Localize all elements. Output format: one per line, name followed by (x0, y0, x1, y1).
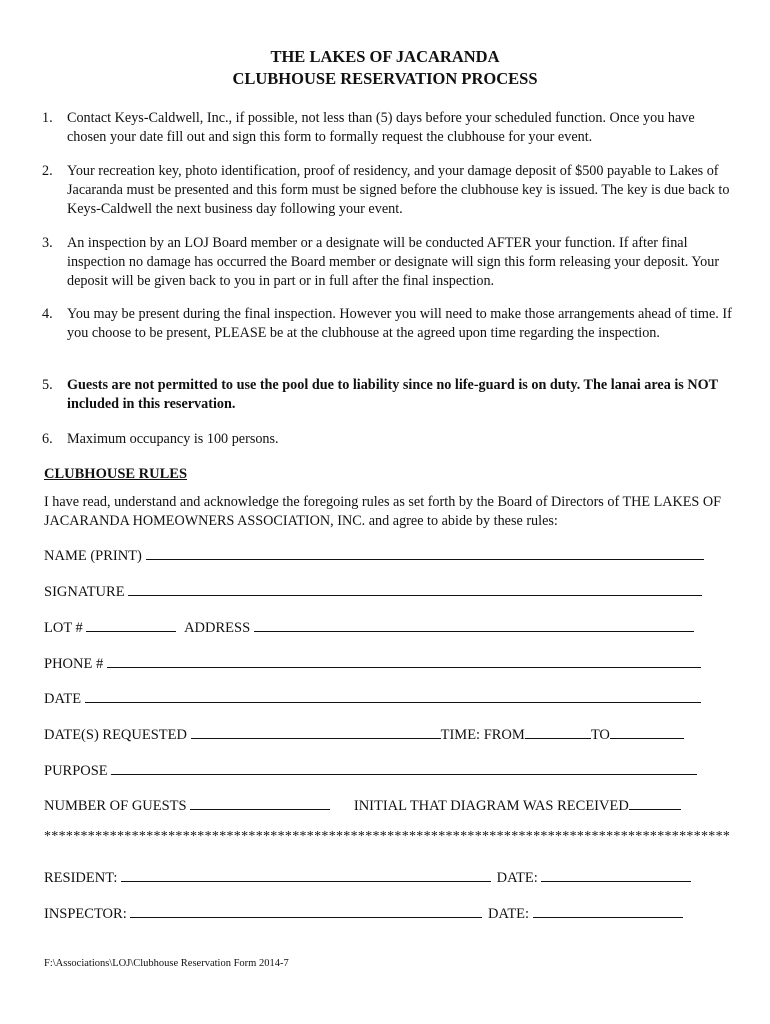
list-item-text: Your recreation key, photo identification, proof of residency, and your damage deposit of $500 payable to Lakes of Jacaranda must be presented and this form must be signed before the clubhouse key is issued. The key is due back to Keys-Caldwell the next business day following your event. (67, 163, 730, 217)
signature-label: SIGNATURE (44, 584, 125, 600)
dates-requested-label: DATE(S) REQUESTED (44, 727, 187, 743)
list-item (42, 305, 732, 343)
resident-row (44, 868, 691, 888)
list-item-text: Contact Keys-Caldwell, Inc., if possible, not less than (5) days before your scheduled function. Once you have chosen your date fill out and sign this form to formally request the clubhouse for your event. (67, 110, 695, 145)
purpose-label: PURPOSE (44, 763, 108, 779)
time-to-label: TO (590, 727, 610, 743)
phone-row (44, 654, 701, 674)
dates-requested-field[interactable] (191, 725, 441, 739)
list-item (42, 234, 732, 291)
number-of-guests-field[interactable] (190, 796, 330, 810)
time-from-label: TIME: FROM (440, 727, 525, 743)
list-item (42, 430, 732, 449)
inspector-field[interactable] (130, 904, 482, 918)
document-subtitle: CLUBHOUSE RESERVATION PROCESS (232, 69, 538, 88)
address-label: ADDRESS (184, 620, 251, 636)
list-item-text: Maximum occupancy is 100 persons. (67, 431, 279, 447)
purpose-field[interactable] (111, 761, 697, 775)
list-item (42, 109, 732, 147)
signature-row (44, 582, 702, 602)
date-row (44, 689, 701, 709)
lot-field[interactable] (86, 618, 176, 632)
guests-row (44, 796, 681, 816)
list-item-number: 5. (42, 377, 53, 393)
phone-field[interactable] (107, 654, 701, 668)
time-from-field[interactable] (525, 725, 591, 739)
number-of-guests-label: NUMBER OF GUESTS (44, 798, 187, 814)
list-item-number: 4. (42, 306, 53, 322)
list-item-number: 6. (42, 431, 53, 447)
document-title: THE LAKES OF JACARANDA (270, 47, 500, 66)
name-field[interactable] (146, 546, 704, 560)
initial-diagram-label: INITIAL THAT DIAGRAM WAS RECEIVED (353, 798, 629, 814)
date-field[interactable] (85, 689, 701, 703)
initial-diagram-field[interactable] (629, 796, 681, 810)
signature-field[interactable] (128, 582, 702, 596)
lot-label: LOT # (44, 620, 83, 636)
resident-date-label: DATE: (496, 870, 538, 886)
list-item-text: Guests are not permitted to use the pool due to liability since no life-guard is on duty. The lanai area is NOT included in this reservation. (67, 377, 718, 412)
list-item-text: You may be present during the final inspection. However you will need to make those arrangements ahead of time. If you choose to be present, PLEASE be at the clubhouse at the agreed upon time regarding the inspection. (67, 306, 732, 341)
footer-file-path: F:\Associations\LOJ\Clubhouse Reservation Form 2014-7 (44, 958, 289, 969)
resident-date-field[interactable] (541, 868, 691, 882)
list-item-text: An inspection by an LOJ Board member or a designate will be conducted AFTER your function. If after final inspection no damage has occurred the Board member or designate will sign this form releasing your deposit. Your deposit will be given back to you in part or in full after the final inspection. (67, 235, 720, 289)
resident-field[interactable] (121, 868, 491, 882)
list-item-number: 1. (42, 110, 53, 126)
list-item (42, 162, 732, 219)
phone-label: PHONE # (44, 656, 104, 672)
acknowledgement-text: I have read, understand and acknowledge the foregoing rules as set forth by the Board of Directors of THE LAKES OF JACARANDA HOMEOWNERS ASSOCIATION, INC. and agree to abide by these rules: (44, 494, 721, 529)
inspector-label: INSPECTOR: (44, 906, 127, 922)
time-to-field[interactable] (610, 725, 684, 739)
name-row (44, 546, 704, 566)
list-item (42, 376, 732, 414)
lot-address-row (44, 618, 694, 638)
inspector-row (44, 904, 683, 924)
list-item-number: 2. (42, 163, 53, 179)
dates-requested-row (44, 725, 684, 745)
purpose-row (44, 761, 697, 781)
separator: ********************************************************************************************** (44, 829, 731, 844)
address-field[interactable] (254, 618, 694, 632)
inspector-date-field[interactable] (533, 904, 683, 918)
list-item-number: 3. (42, 235, 53, 251)
rules-heading: CLUBHOUSE RULES (44, 466, 188, 482)
resident-label: RESIDENT: (44, 870, 118, 886)
date-label: DATE (44, 691, 82, 707)
name-label: NAME (PRINT) (44, 548, 142, 564)
inspector-date-label: DATE: (487, 906, 530, 922)
